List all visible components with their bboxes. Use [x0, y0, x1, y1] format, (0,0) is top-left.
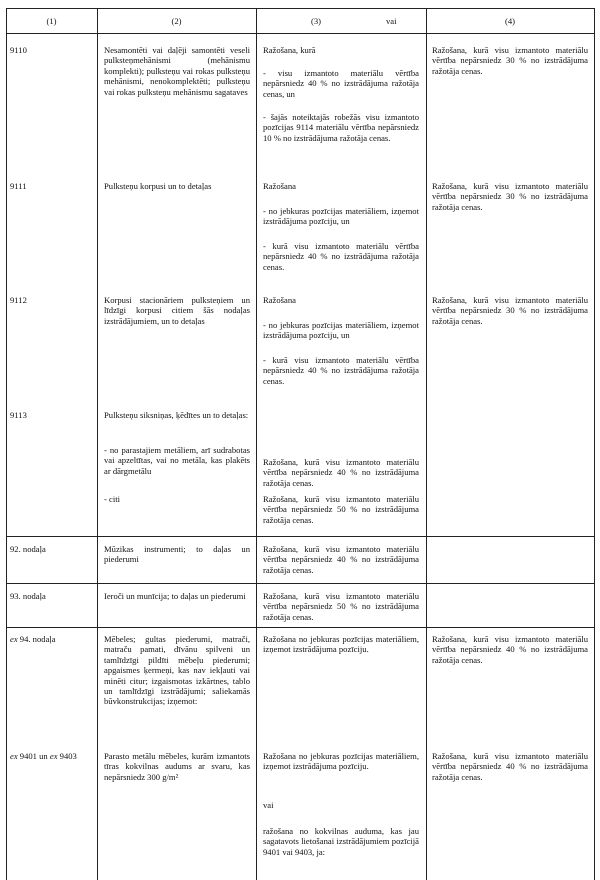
header-col2: (2) [171, 16, 182, 26]
rule-condition: Ražošana, kurā visu izmantoto materiālu vērtība nepārsniedz 50 % no izstrādājuma ražotāja cenas. [263, 591, 419, 622]
heading-code: ex 9401 un ex 9403 [10, 751, 77, 761]
table-top-border [6, 8, 595, 9]
rule-condition: Ražošana no jebkuras pozīcijas materiāliem, izņemot izstrādājuma pozīciju. [263, 634, 419, 655]
rule-condition: Ražošana, kurā visu izmantoto materiālu vērtība nepārsniedz 50 % no izstrādājuma ražotāja cenas. [263, 494, 419, 525]
sub-item-description: - citi [104, 494, 120, 504]
rule-condition: Ražošana, kurā visu izmantoto materiālu vērtība nepārsniedz 40 % no izstrādājuma ražotāja cenas. [263, 457, 419, 488]
rule-heading: Ražošana [263, 181, 296, 191]
rule-condition: - no jebkuras pozīcijas materiāliem, izņemot izstrādājuma pozīciju, un [263, 206, 419, 227]
alternative-rule: Ražošana, kurā visu izmantoto materiālu vērtība nepārsniedz 30 % no izstrādājuma ražotāja cenas. [432, 181, 588, 212]
alternative-rule: Ražošana, kurā visu izmantoto materiālu vērtība nepārsniedz 40 % no izstrādājuma ražotāja cenas. [432, 751, 588, 782]
product-description: Mēbeles; gultas piederumi, matrači, matraču pamati, dīvānu spilveni un tamlīdzīgi pildīti mēbeļu piederumi; apgaismes ķermeņi, kas nav iekļauti vai minēti citur; izgaismotas izkārtnes, tablo un tamlīdzīgi izstrādājumi; saliekamās būvkonstrukcijas; izņemot: [104, 634, 250, 707]
rule-heading: Ražošana, kurā [263, 45, 316, 55]
product-description: Pulksteņu siksniņas, ķēdītes un to detaļas: [104, 410, 249, 420]
heading-code: ex 94. nodaļa [10, 634, 56, 644]
product-description: Ieroči un munīcija; to daļas un piederumi [104, 591, 246, 601]
row-divider [6, 627, 595, 628]
rule-condition: - visu izmantoto materiālu vērtība nepārsniedz 40 % no izstrādājuma ražotāja cenas, un [263, 68, 419, 99]
rule-or: vai [263, 800, 274, 810]
header-or: vai [386, 16, 397, 26]
rule-condition: - no jebkuras pozīcijas materiāliem, izņemot izstrādājuma pozīciju, un [263, 320, 419, 341]
rule-condition: Ražošana, kurā visu izmantoto materiālu vērtība nepārsniedz 40 % no izstrādājuma ražotāja cenas. [263, 544, 419, 575]
rule-heading: Ražošana [263, 295, 296, 305]
rule-condition: ražošana no kokvilnas auduma, kas jau sagatavots lietošanai izstrādājumiem pozīcijā 9401 vai 9403, ja: [263, 826, 419, 857]
column-divider-3 [426, 8, 427, 880]
product-description: Mūzikas instrumenti; to daļas un piederumi [104, 544, 250, 565]
table-border-right [594, 8, 595, 880]
alternative-rule: Ražošana, kurā visu izmantoto materiālu vērtība nepārsniedz 40 % no izstrādājuma ražotāja cenas. [432, 634, 588, 665]
product-description: Pulksteņu korpusi un to detaļas [104, 181, 212, 191]
table-border-left [6, 8, 7, 880]
heading-code: 9112 [10, 295, 27, 305]
product-description: Nesamontēti vai daļēji samontēti veseli pulksteņmehānismi (mehānismu komplekti); pulksteņu vai rokas pulksteņu mehānismi, nenokomplektēti; pulksteņu vai rokas pulksteņu mehānismu sagataves [104, 45, 250, 97]
product-description: Korpusi stacionāriem pulksteņiem un līdzīgi korpusi citiem šās nodaļas izstrādājumiem, un to detaļas [104, 295, 250, 326]
alternative-rule: Ražošana, kurā visu izmantoto materiālu vērtība nepārsniedz 30 % no izstrādājuma ražotāja cenas. [432, 295, 588, 326]
rule-condition: - kurā visu izmantoto materiālu vērtība nepārsniedz 40 % no izstrādājuma ražotāja cenas. [263, 355, 419, 386]
heading-code: 9113 [10, 410, 27, 420]
header-bottom-border [6, 33, 595, 34]
heading-code: 93. nodaļa [10, 591, 46, 601]
column-divider-1 [97, 8, 98, 880]
header-col3: (3) [310, 16, 322, 26]
alternative-rule: Ražošana, kurā visu izmantoto materiālu vērtība nepārsniedz 30 % no izstrādājuma ražotāja cenas. [432, 45, 588, 76]
rule-condition: - šajās noteiktajās robežās visu izmantoto pozīcijas 9114 materiālu vērtība nepārsniedz 10 % no izstrādājuma ražotāja cenas. [263, 112, 419, 143]
rule-condition: - kurā visu izmantoto materiālu vērtība nepārsniedz 40 % no izstrādājuma ražotāja cenas. [263, 241, 419, 272]
heading-code: 9111 [10, 181, 27, 191]
header-col1: (1) [46, 16, 57, 26]
heading-code: 9110 [10, 45, 27, 55]
column-divider-2 [256, 8, 257, 880]
product-description: Parasto metālu mēbeles, kurām izmantots tīras kokvilnas audums ar svaru, kas nepārsniedz 300 g/m² [104, 751, 250, 782]
row-divider [6, 583, 595, 584]
heading-code: 92. nodaļa [10, 544, 46, 554]
row-divider [6, 536, 595, 537]
rule-condition: Ražošana no jebkuras pozīcijas materiāliem, izņemot izstrādājuma pozīciju. [263, 751, 419, 772]
sub-item-description: - no parastajiem metāliem, arī sudrabotas vai apzeltītas, vai no metāla, kas plakēts ar dārgmetālu [104, 445, 250, 476]
header-col4: (4) [504, 16, 516, 26]
